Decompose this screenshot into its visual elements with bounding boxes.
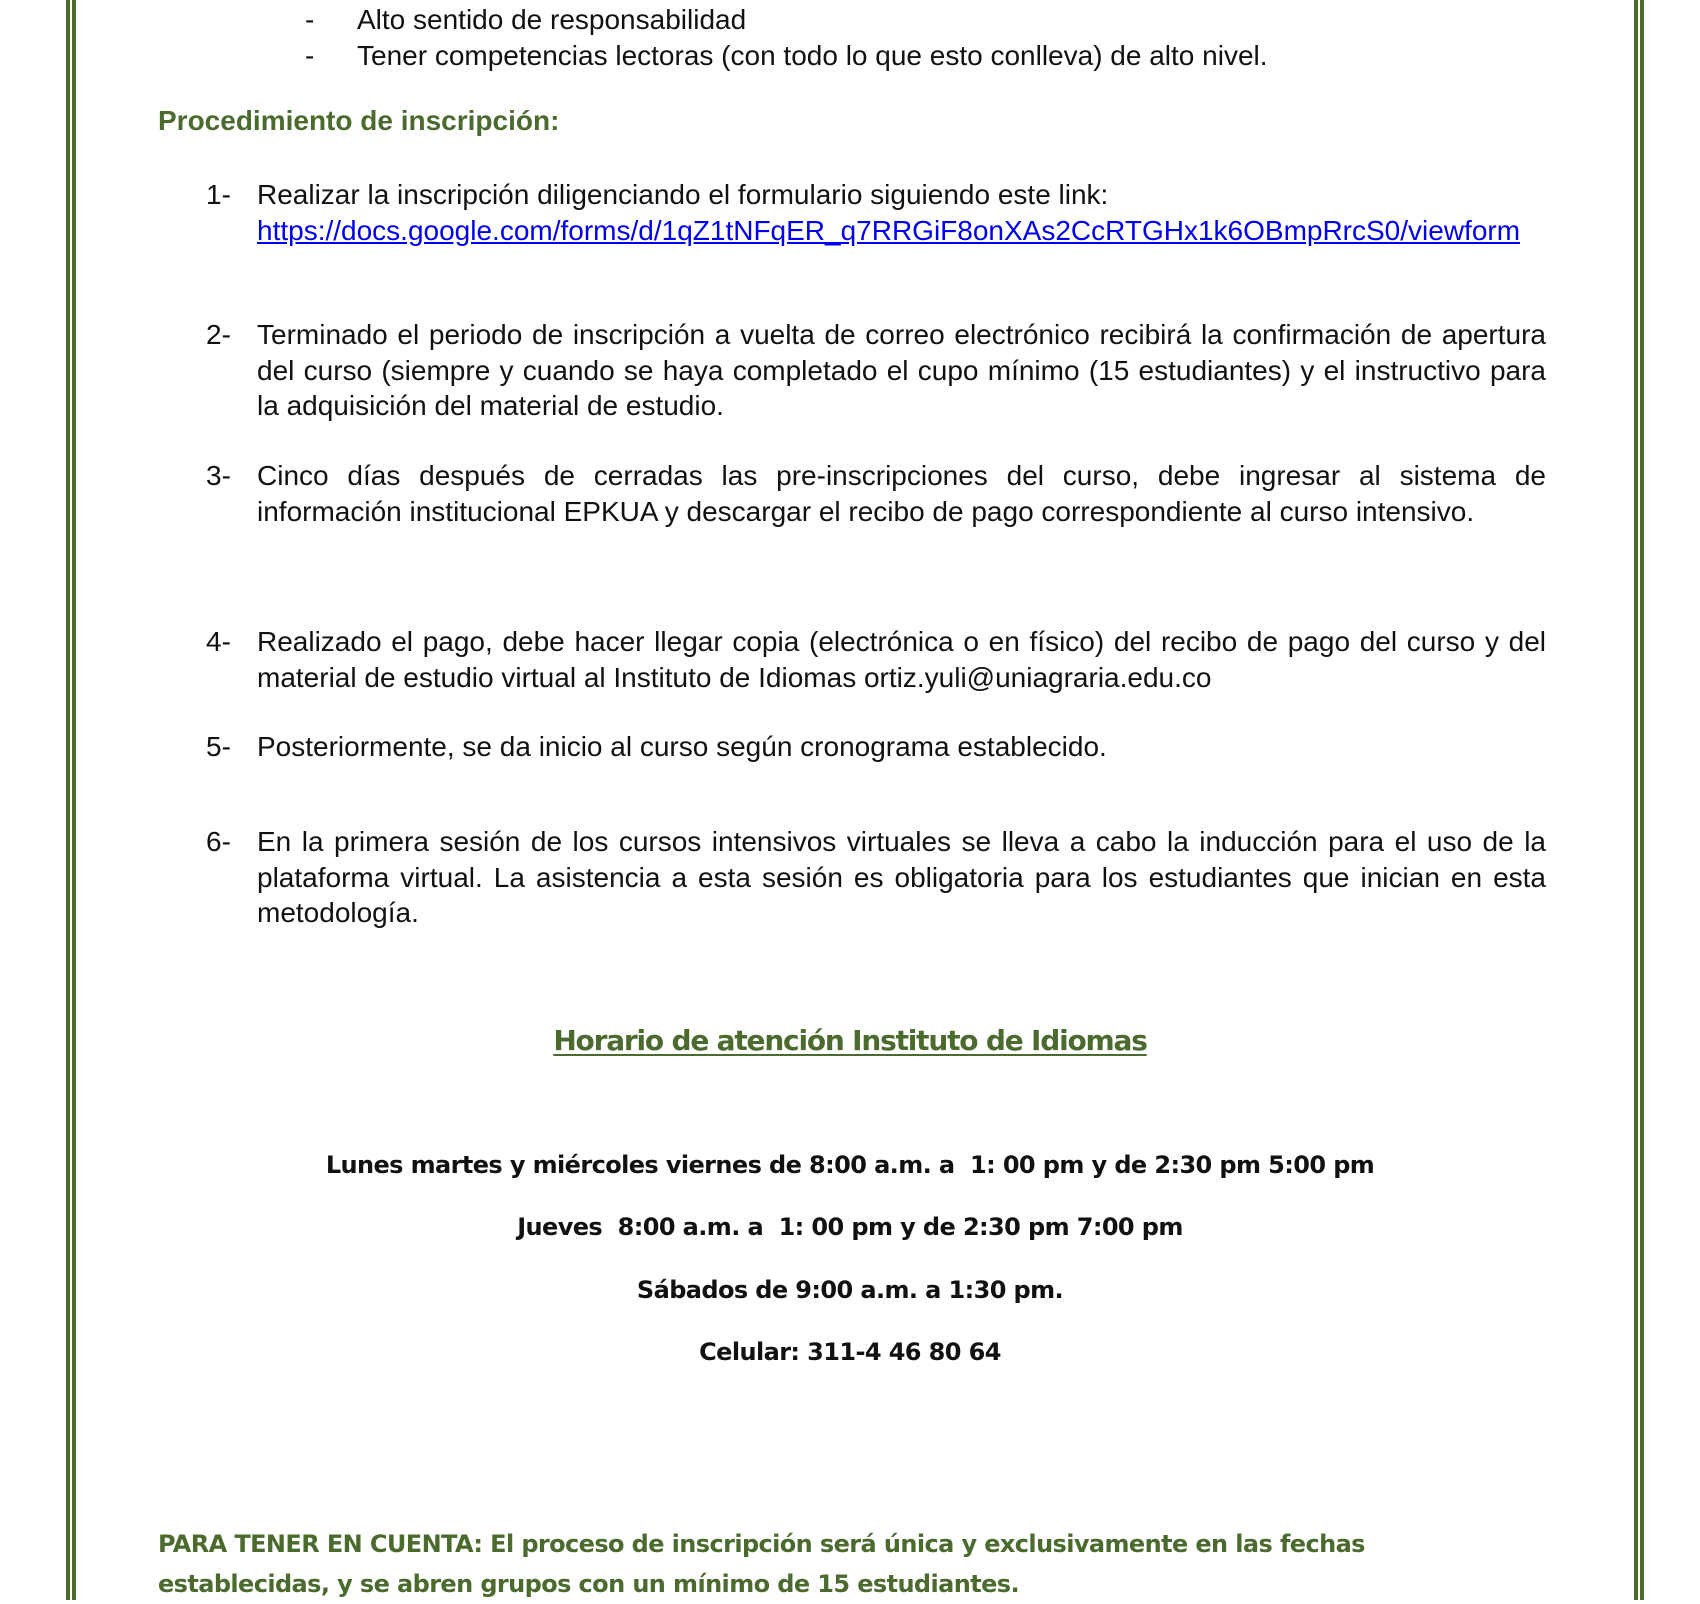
step-text: Realizado el pago, debe hacer llegar copia (electrónica o en físico) del recibo de pago del curso y del material de estudio virtual al Instituto de Idiomas ortiz.yuli@uniagraria.edu.co (257, 626, 1546, 693)
hours-heading-container (0, 1024, 1700, 1057)
hours-line-saturday: Sábados de 9:00 a.m. a 1:30 pm. (636, 1276, 1064, 1304)
list-item-text: Tener competencias lectoras (con todo lo que esto conlleva) de alto nivel. (357, 40, 1268, 71)
step-number: 5- (206, 731, 231, 762)
dash-bullet: - (305, 4, 315, 35)
step-number: 2- (206, 319, 231, 350)
step-number: 3- (206, 460, 231, 491)
dash-bullet: - (305, 40, 315, 71)
step-number: 4- (206, 626, 231, 657)
step-body (257, 177, 1546, 248)
requirements-list (305, 2, 1505, 74)
list-item (305, 2, 1505, 38)
list-item (305, 38, 1505, 74)
procedure-heading: Procedimiento de inscripción: (158, 105, 560, 136)
step-number: 6- (206, 826, 231, 857)
step-text: En la primera sesión de los cursos intensivos virtuales se lleva a cabo la inducción para el uso de la plataforma virtual. La asistencia a esta sesión es obligatoria para los estudiantes que inician en esta metodología. (257, 826, 1546, 928)
list-item-text: Alto sentido de responsabilidad (357, 4, 747, 35)
step-text: Realizar la inscripción diligenciando el formulario siguiendo este link: (257, 179, 1109, 210)
registration-form-link[interactable]: https://docs.google.com/forms/d/1qZ1tNFqER_q7RRGiF8onXAs2CcRTGHx1k6OBmpRrcS0/viewform (257, 214, 1521, 246)
step-text: Cinco días después de cerradas las pre-inscripciones del curso, debe ingresar al sistema de información institucional EPKUA y descargar el recibo de pago correspondiente al curso intensivo. (257, 460, 1546, 527)
step-text: Posteriormente, se da inicio al curso según cronograma establecido. (257, 731, 1107, 762)
hours-line-weekdays: Lunes martes y miércoles viernes de 8:00 a.m. a 1: 00 pm y de 2:30 pm 5:00 pm (325, 1151, 1375, 1179)
hours-line-thursday: Jueves 8:00 a.m. a 1: 00 pm y de 2:30 pm 7:00 pm (517, 1213, 1183, 1241)
important-note: PARA TENER EN CUENTA: El proceso de inscripción será única y exclusivamente en las fechas establecidas, y se abren grupos con un mínimo de 15 estudiantes. (158, 1530, 1365, 1598)
hours-line-phone: Celular: 311-4 46 80 64 (699, 1338, 1001, 1366)
hours-heading: Horario de atención Instituto de Idiomas (553, 1024, 1147, 1057)
step-number: 1- (206, 179, 231, 210)
step-text: Terminado el periodo de inscripción a vuelta de correo electrónico recibirá la confirmación de apertura del curso (siempre y cuando se haya completado el cupo mínimo (15 estudiantes) y el instructivo para la adquisición del material de estudio. (257, 319, 1546, 421)
